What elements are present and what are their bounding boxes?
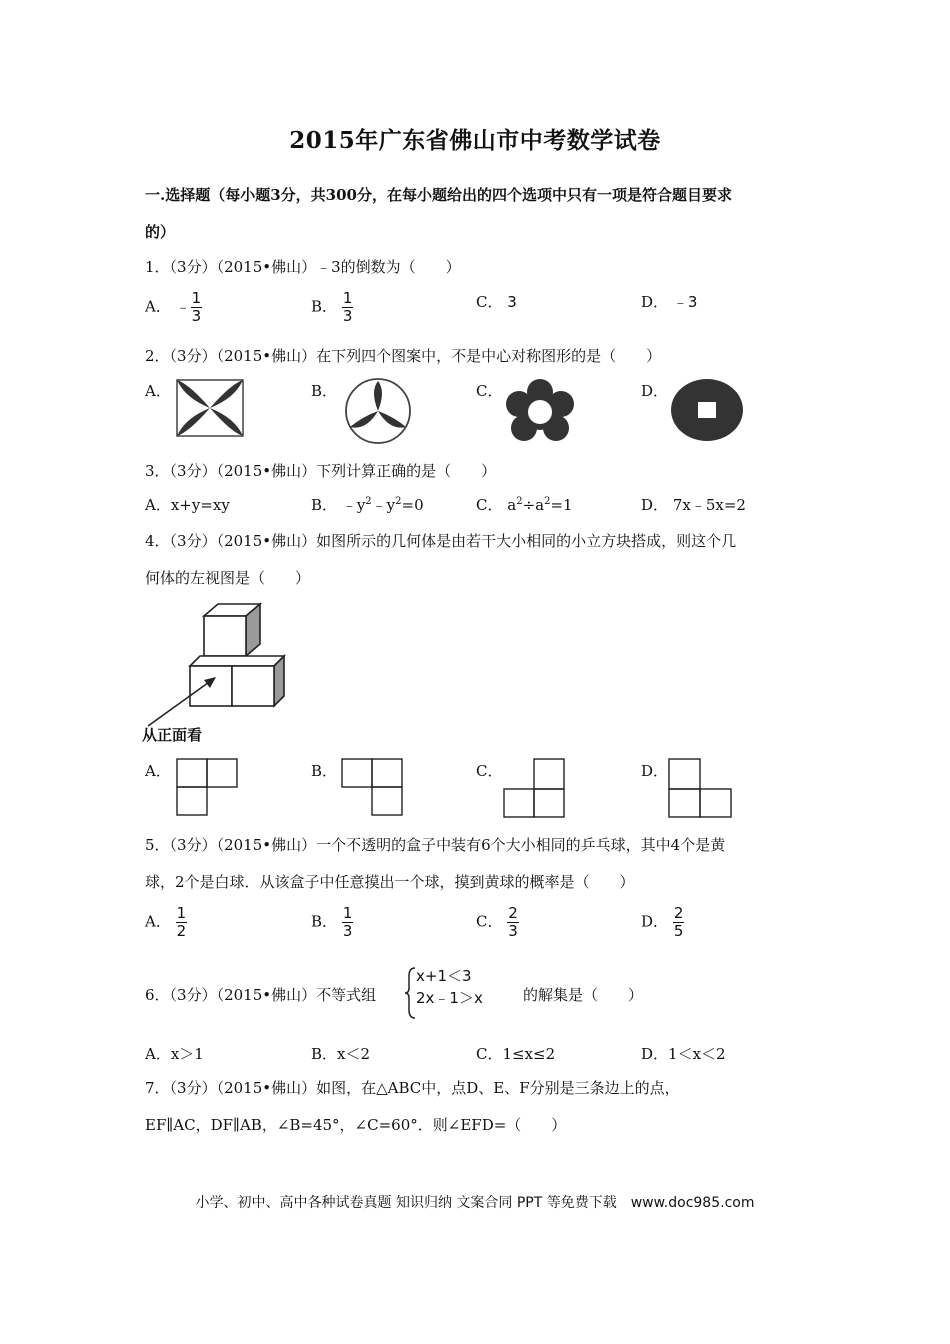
q7-stem-cont: EF∥AC，DF∥AB，∠B=45°，∠C=60°．则∠EFD=（ ） [145,1116,567,1134]
pinwheel-x-pattern-icon [175,378,245,438]
q4-option-d-label: D． [641,762,669,780]
fraction: $\frac{1}{3}$ [342,289,353,325]
option-value: x＞1 [170,1045,204,1063]
q6-option-c [476,1043,555,1064]
fraction: $\frac{1}{3}$ [191,289,202,325]
option-value: 1≤x≤2 [502,1045,556,1063]
minus-sign: ﹣ [175,297,191,316]
coin-square-hole-icon [669,377,745,443]
inequality-system [416,965,483,1009]
q1-option-b [311,290,353,325]
q5-stem: 5．（3分）（2015•佛山）一个不透明的盒子中装有6个大小相同的乒乓球，其中4个是黄 [145,836,726,854]
option-label: D． [641,912,669,931]
option-label: C． [476,912,503,931]
inequality-1: x+1＜3 [416,967,472,985]
q6-stem-post: 的解集是（ ） [523,986,644,1004]
option-label: C． [476,1045,503,1063]
option-value: 3 [507,293,517,311]
q5-stem-cont: 球，2个是白球．从该盒子中任意摸出一个球，摸到黄球的概率是（ ） [145,873,635,891]
view-b-figure [340,757,404,817]
fraction: $\frac{2}{3}$ [508,904,518,940]
fraction: $\frac{1}{3}$ [342,904,353,940]
option-label: B． [311,297,338,316]
q3-stem: 3．（3分）（2015•佛山）下列计算正确的是（ ） [145,462,497,480]
q5-option-b [311,905,353,940]
q3-option-d [641,494,746,515]
q2-stem: 2．（3分）（2015•佛山）在下列四个图案中，不是中心对称图形的是（ ） [145,347,662,365]
q7-stem: 7．（3分）（2015•佛山）如图，在△ABC中，点D、E、F分别是三条边上的点， [145,1079,680,1097]
flower-ring-icon [504,378,576,446]
q1-option-a [145,290,202,325]
left-brace-icon [404,966,416,1020]
section-heading: 一.选择题（每小题3分，共300分，在每小题给出的四个选项中只有一项是符合题目要求 [145,186,732,204]
option-label: A． [145,297,171,316]
option-value: x+y=xy [170,496,230,514]
option-label: A． [145,496,171,514]
q3-option-c: C． $a^2\div a^2=1$ [476,496,573,514]
q1-option-c [476,291,517,312]
fraction: $\frac{2}{5}$ [673,904,684,940]
three-petal-circle-icon [340,377,416,445]
page-title: 2015年广东省佛山市中考数学试卷 [289,127,661,154]
view-c-figure [502,757,566,819]
option-label: A． [145,912,171,931]
q3-option-b: B． $﹣y^2﹣y^2=0$ [311,496,424,514]
q2-option-c-label: C． [476,382,503,400]
q5-option-d [641,905,684,940]
view-d-figure [667,757,733,819]
option-label: A． [145,1045,171,1063]
inequality-2: 2x﹣1＞x [416,989,483,1007]
q5-option-c [476,905,519,940]
q1-stem: 1．（3分）（2015•佛山）﹣3的倒数为（ ） [145,258,461,276]
option-value: 7x﹣5x=2 [672,496,746,514]
q3-option-a [145,494,230,515]
option-value: x＜2 [337,1045,371,1063]
page-footer: 小学、初中、高中各种试卷真题 知识归纳 文案合同 PPT 等免费下载 www.doc985.com [195,1195,755,1211]
option-label: C． [476,496,503,514]
q4-stem-cont: 何体的左视图是（ ） [145,569,311,587]
option-label: B． [311,912,338,931]
cube-stack-figure [140,598,290,740]
q5-option-a [145,905,187,940]
q1-option-d [641,291,697,312]
option-label: C． [476,293,503,311]
q2-option-d-label: D． [641,382,669,400]
q4-option-a-label: A． [145,762,171,780]
option-value: 1＜x＜2 [668,1045,726,1063]
fraction: $\frac{1}{2}$ [176,904,187,940]
option-label: D． [641,293,669,311]
q6-option-d [641,1043,726,1064]
option-label: D． [641,496,669,514]
option-label: B． [311,496,338,514]
option-label: D． [641,1045,669,1063]
option-value: ﹣3 [672,293,698,311]
q6-option-b [311,1043,370,1064]
q2-option-b-label: B． [311,382,338,400]
q4-stem: 4．（3分）（2015•佛山）如图所示的几何体是由若干大小相同的小立方块搭成，则这个几 [145,532,737,550]
front-view-label: 从正面看 [142,726,203,744]
q4-option-c-label: C． [476,762,503,780]
q6-option-a [145,1043,204,1064]
section-heading-cont: 的） [145,223,176,241]
q2-option-a-label: A． [145,382,171,400]
view-a-figure [175,757,239,817]
q6-stem-pre: 6．（3分）（2015•佛山）不等式组 [145,986,377,1004]
q4-option-b-label: B． [311,762,338,780]
option-label: B． [311,1045,338,1063]
